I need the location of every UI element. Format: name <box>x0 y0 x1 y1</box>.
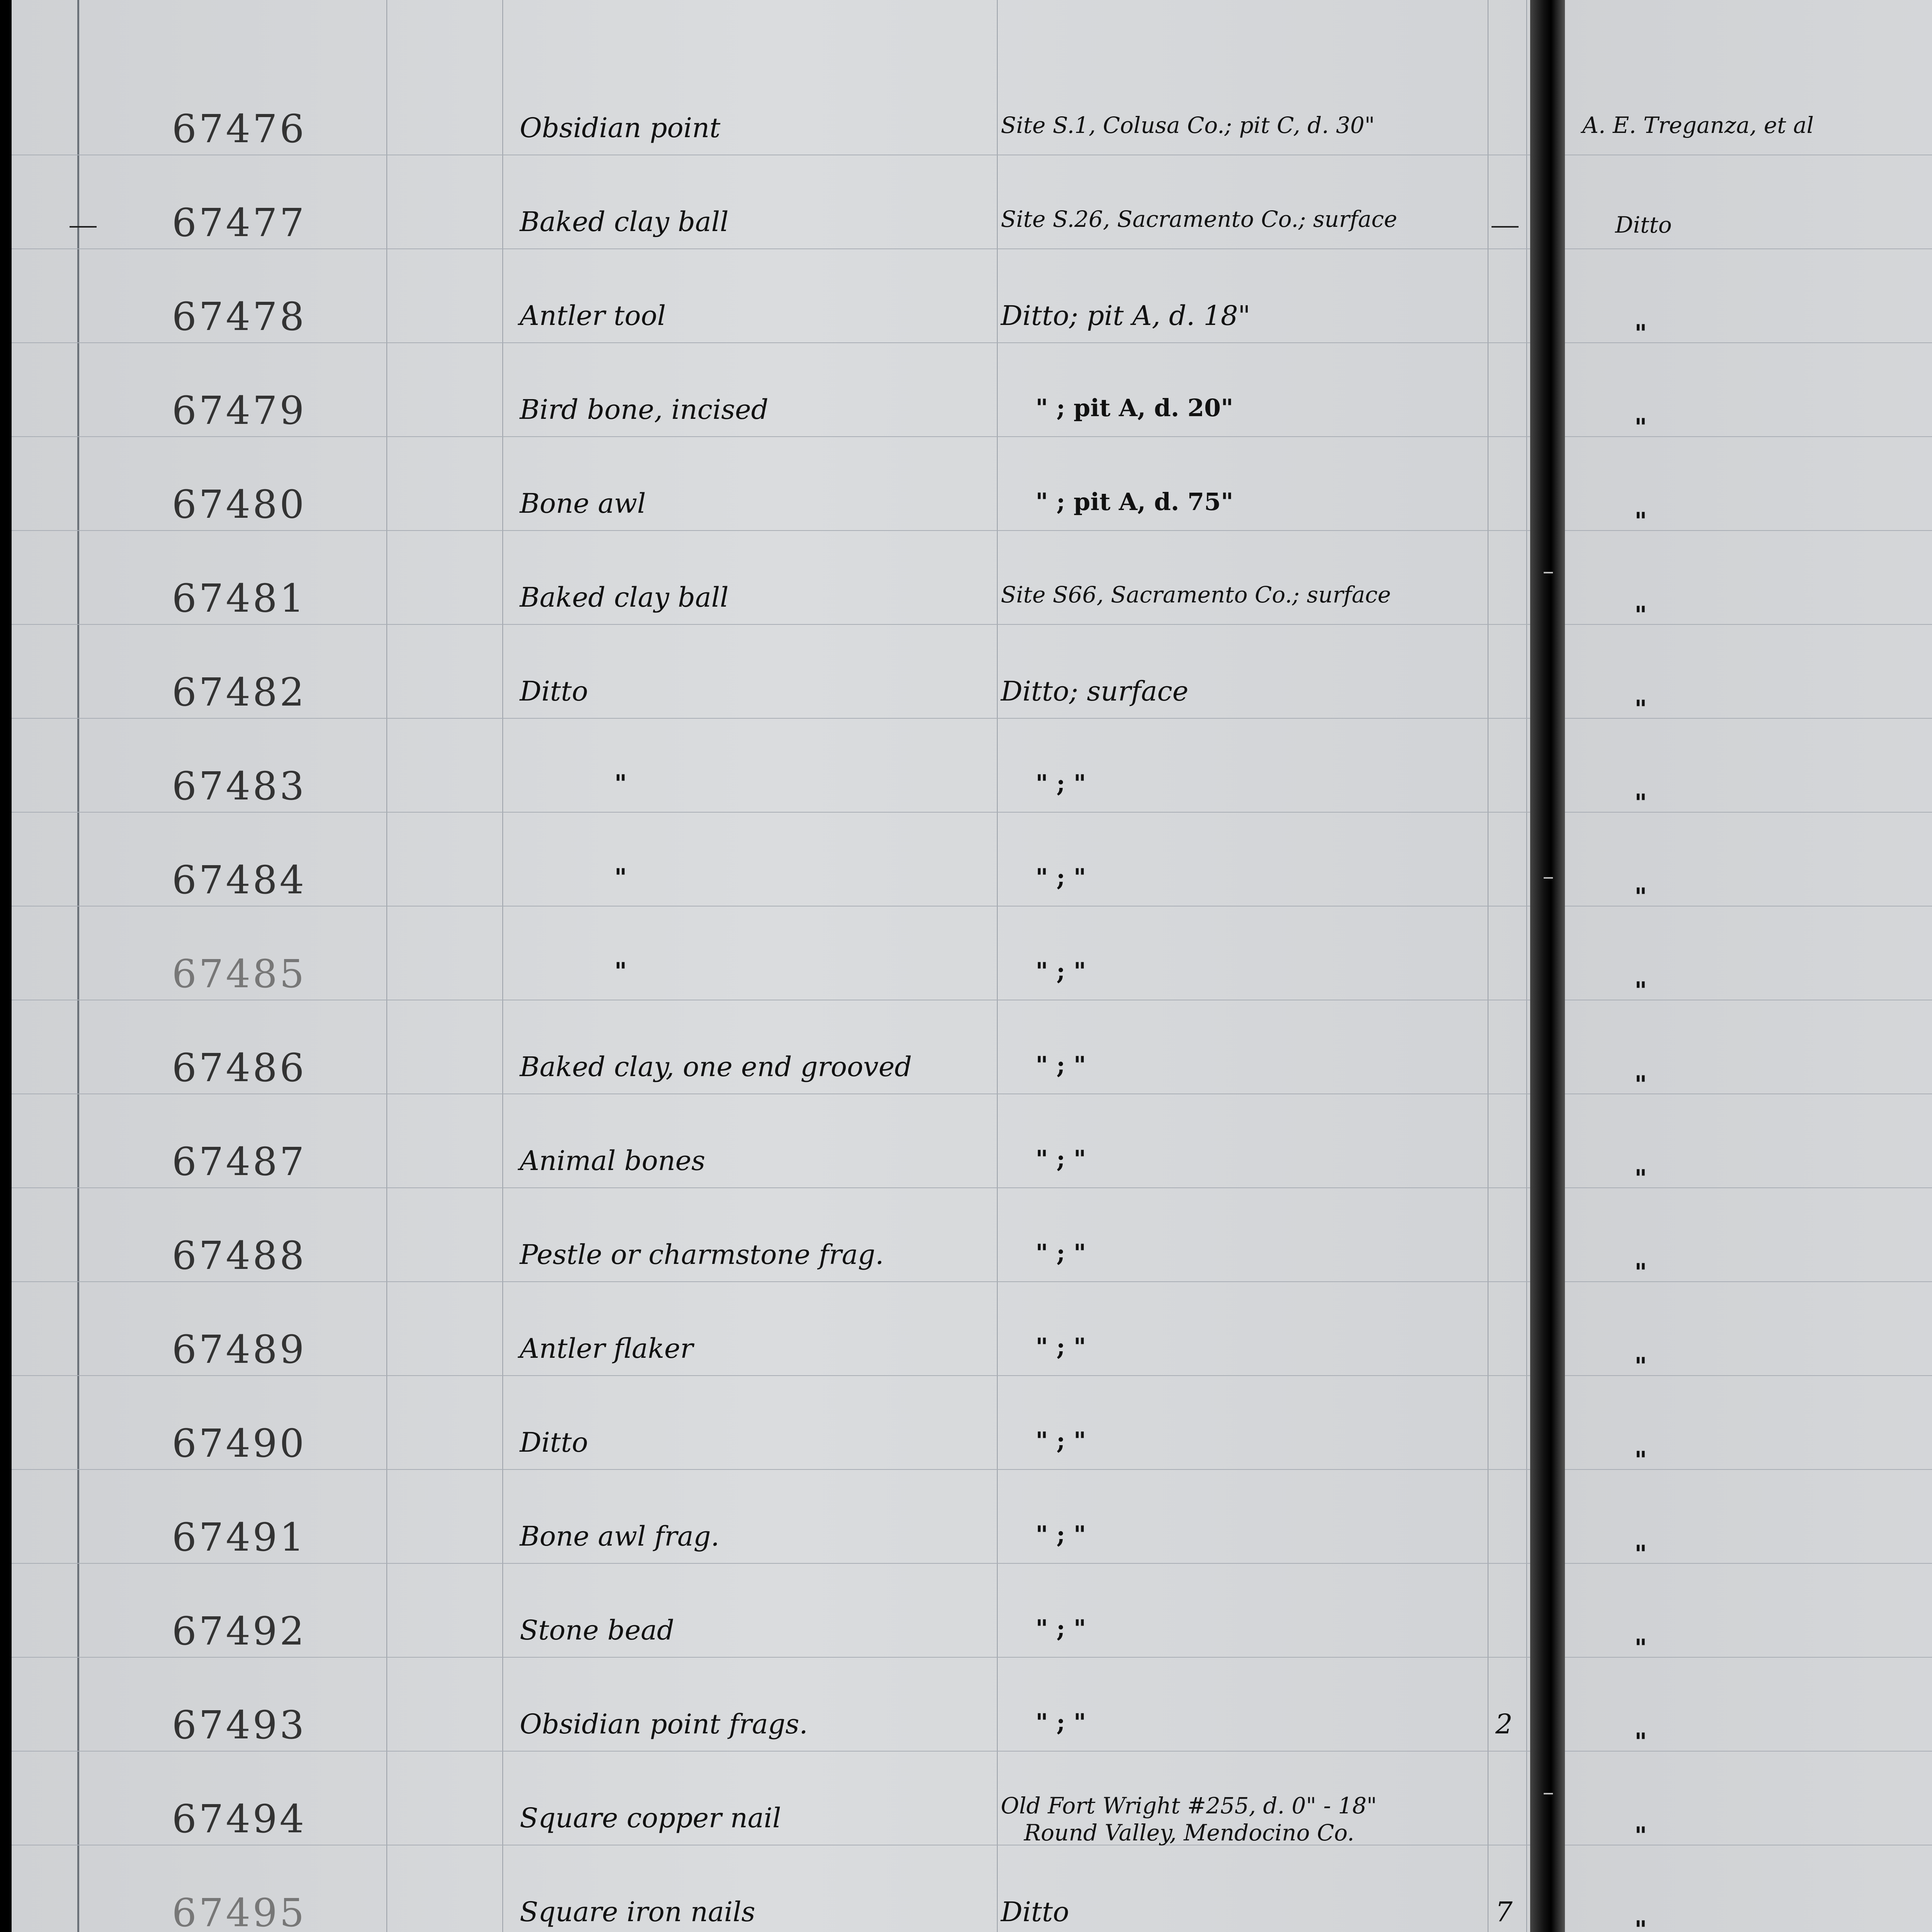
ruled-line <box>12 1563 1540 1564</box>
ruled-line <box>12 718 1540 719</box>
catalog-number: 67477 <box>172 200 307 245</box>
column-rule <box>1526 0 1527 1932</box>
locality: " ; " <box>1036 957 1086 985</box>
ruled-line <box>12 1469 1540 1470</box>
item-description: Obsidian point <box>520 112 721 144</box>
item-description: Antler tool <box>520 300 666 332</box>
book-gutter <box>1530 0 1565 1932</box>
ruled-line <box>1557 624 1932 625</box>
item-description: Animal bones <box>520 1145 706 1177</box>
collector: " <box>1634 1070 1647 1099</box>
item-description: " <box>614 769 627 798</box>
collector: " <box>1634 1352 1647 1380</box>
collector: " <box>1634 883 1647 911</box>
locality: Ditto <box>1001 1896 1069 1928</box>
catalog-number: 67482 <box>172 670 307 715</box>
collector: " <box>1634 695 1647 723</box>
collector: " <box>1634 976 1647 1005</box>
item-description: Square iron nails <box>520 1896 755 1928</box>
catalog-number: 67478 <box>172 294 307 339</box>
ruled-line <box>1557 1657 1932 1658</box>
catalog-number: 67492 <box>172 1609 307 1654</box>
collector: " <box>1634 507 1647 535</box>
catalog-number: 67485 <box>172 951 307 997</box>
locality: " ; " <box>1036 863 1086 891</box>
item-description: Baked clay ball <box>520 206 729 238</box>
ruled-line <box>1557 1375 1932 1376</box>
item-description: Stone bead <box>520 1614 674 1646</box>
locality-continued: Round Valley, Mendocino Co. <box>1024 1820 1354 1846</box>
catalog-number: 67490 <box>172 1421 307 1466</box>
ruled-line <box>12 436 1540 437</box>
locality: " ; " <box>1036 1145 1086 1173</box>
collector-header: A. E. Treganza, et al <box>1582 112 1814 138</box>
ruled-line <box>12 342 1540 343</box>
ruled-line <box>1557 1187 1932 1188</box>
ruled-line <box>12 248 1540 249</box>
collector: " <box>1634 1821 1647 1850</box>
locality: Site S.26, Sacramento Co.; surface <box>1001 206 1397 232</box>
item-description: Bird bone, incised <box>520 394 769 425</box>
collector: " <box>1634 1634 1647 1662</box>
ruled-line <box>1557 812 1932 813</box>
item-description: " <box>614 863 627 891</box>
locality: " ; " <box>1036 1239 1086 1267</box>
collector: " <box>1634 319 1647 347</box>
catalog-number: 67489 <box>172 1327 307 1372</box>
catalog-number: 67483 <box>172 764 307 809</box>
column-rule <box>386 0 387 1932</box>
item-description: Square copper nail <box>520 1802 781 1834</box>
locality: " ; " <box>1036 769 1086 798</box>
locality: " ; " <box>1036 1614 1086 1643</box>
locality: " ; " <box>1036 1427 1086 1455</box>
catalog-number: 67484 <box>172 857 307 903</box>
ruled-line <box>12 1657 1540 1658</box>
collector: " <box>1634 789 1647 817</box>
catalog-number: 67480 <box>172 482 307 527</box>
collector: " <box>1634 413 1647 441</box>
locality: " ; pit A, d. 20" <box>1036 394 1233 422</box>
margin-tick <box>1492 226 1519 228</box>
ruled-line <box>12 624 1540 625</box>
ruled-line <box>1557 1751 1932 1752</box>
locality: Site S.1, Colusa Co.; pit C, d. 30" <box>1001 112 1375 138</box>
item-count: 2 <box>1495 1708 1513 1740</box>
collector: " <box>1634 1446 1647 1474</box>
ruled-line <box>1557 436 1932 437</box>
locality: Old Fort Wright #255, d. 0" - 18" <box>1001 1793 1377 1819</box>
locality: " ; " <box>1036 1708 1086 1736</box>
collector: " <box>1634 1258 1647 1286</box>
item-description: Bone awl frag. <box>520 1520 719 1552</box>
item-description: Baked clay ball <box>520 582 729 613</box>
item-description: Ditto <box>520 1427 588 1458</box>
collector: " <box>1634 1915 1647 1932</box>
locality: Ditto; surface <box>1001 675 1189 707</box>
collector: " <box>1634 1164 1647 1192</box>
item-description: Bone awl <box>520 488 646 519</box>
ruled-line <box>12 530 1540 531</box>
ruled-line <box>12 1751 1540 1752</box>
ruled-line <box>12 812 1540 813</box>
ruled-line <box>1557 1469 1932 1470</box>
catalog-number: 67476 <box>172 106 307 151</box>
ruled-line <box>12 1375 1540 1376</box>
item-description: Ditto <box>520 675 588 707</box>
locality: " ; " <box>1036 1051 1086 1079</box>
margin-rule <box>77 0 79 1932</box>
catalog-number: 67491 <box>172 1515 307 1560</box>
right-ledger-page <box>1557 0 1932 1932</box>
ruled-line <box>1557 1563 1932 1564</box>
ruled-line <box>12 1281 1540 1282</box>
column-rule <box>997 0 998 1932</box>
catalog-number: 67481 <box>172 576 307 621</box>
collector: Ditto <box>1615 212 1672 238</box>
catalog-number: 67493 <box>172 1702 307 1748</box>
locality: " ; " <box>1036 1520 1086 1549</box>
catalog-number: 67479 <box>172 388 307 433</box>
ruled-line <box>1557 1281 1932 1282</box>
catalog-number: 67488 <box>172 1233 307 1278</box>
margin-tick <box>70 226 97 228</box>
catalog-number: 67487 <box>172 1139 307 1184</box>
catalog-number: 67495 <box>172 1890 307 1932</box>
item-description: Obsidian point frags. <box>520 1708 808 1740</box>
collector: " <box>1634 1540 1647 1568</box>
ruled-line <box>1557 530 1932 531</box>
locality: " ; pit A, d. 75" <box>1036 488 1233 516</box>
item-description: Pestle or charmstone frag. <box>520 1239 884 1270</box>
item-description: " <box>614 957 627 985</box>
column-rule <box>502 0 503 1932</box>
ruled-line <box>1557 248 1932 249</box>
catalog-number: 67494 <box>172 1796 307 1842</box>
item-description: Baked clay, one end grooved <box>520 1051 912 1083</box>
ruled-line <box>12 1187 1540 1188</box>
collector: " <box>1634 1728 1647 1756</box>
locality: " ; " <box>1036 1333 1086 1361</box>
locality: Ditto; pit A, d. 18" <box>1001 300 1250 332</box>
item-count: 7 <box>1495 1896 1513 1928</box>
item-description: Antler flaker <box>520 1333 694 1364</box>
ruled-line <box>1557 342 1932 343</box>
ruled-line <box>1557 718 1932 719</box>
locality: Site S66, Sacramento Co.; surface <box>1001 582 1391 608</box>
catalog-number: 67486 <box>172 1045 307 1090</box>
collector: " <box>1634 601 1647 629</box>
